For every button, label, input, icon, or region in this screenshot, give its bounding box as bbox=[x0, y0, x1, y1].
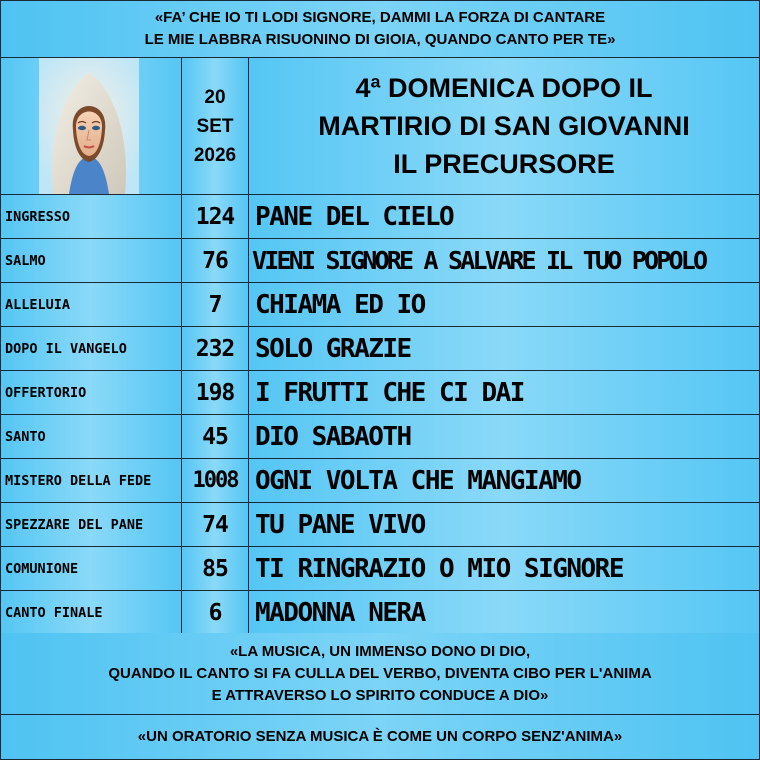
row-label: CANTO FINALE bbox=[5, 604, 103, 621]
row-song: VIENI SIGNORE A SALVARE IL TUO POPOLO bbox=[252, 246, 706, 275]
bottom-quote-line-1: «LA MUSICA, UN IMMENSO DONO DI DIO, bbox=[229, 642, 531, 660]
row-number: 198 bbox=[195, 379, 235, 406]
row-label: MISTERO DELLA FEDE bbox=[5, 472, 152, 489]
row-song: CHIAMA ED IO bbox=[255, 289, 425, 320]
row-number: 74 bbox=[202, 511, 228, 538]
portrait-cell bbox=[1, 58, 182, 194]
row-song: OGNI VOLTA CHE MANGIAMO bbox=[255, 465, 581, 496]
row-label: SPEZZARE DEL PANE bbox=[5, 516, 144, 533]
date-month: SET bbox=[196, 115, 234, 137]
table-row bbox=[1, 371, 759, 415]
header bbox=[1, 58, 759, 195]
row-number: 124 bbox=[195, 203, 235, 230]
title-line-3: IL PRECURSORE bbox=[393, 149, 615, 179]
madonna-portrait-icon bbox=[39, 58, 139, 194]
final-quote-line: «UN ORATORIO SENZA MUSICA È COME UN CORPO SENZ'ANIMA» bbox=[137, 728, 623, 745]
row-label: SALMO bbox=[5, 252, 46, 269]
row-label: INGRESSO bbox=[5, 208, 71, 225]
table-row bbox=[1, 195, 759, 239]
date-cell bbox=[182, 58, 249, 194]
row-song: DIO SABAOTH bbox=[255, 421, 411, 452]
row-number: 85 bbox=[202, 555, 228, 582]
row-song: I FRUTTI CHE CI DAI bbox=[255, 377, 524, 408]
table-row bbox=[1, 503, 759, 547]
title-line-1: 4ª DOMENICA DOPO IL bbox=[355, 73, 653, 103]
date-day: 20 bbox=[204, 86, 226, 108]
row-song: SOLO GRAZIE bbox=[255, 333, 411, 364]
table-row bbox=[1, 283, 759, 327]
row-song: MADONNA NERA bbox=[255, 597, 425, 628]
top-quote bbox=[1, 1, 759, 58]
row-label: OFFERTORIO bbox=[5, 384, 87, 401]
title-line-2: MARTIRIO DI SAN GIOVANNI bbox=[318, 111, 690, 141]
top-quote-line-2: LE MIE LABBRA RISUONINO DI GIOIA, QUANDO CANTO PER TE» bbox=[144, 31, 616, 48]
row-number: 6 bbox=[208, 599, 222, 626]
table-row bbox=[1, 547, 759, 591]
row-label: SANTO bbox=[5, 428, 46, 445]
row-song: PANE DEL CIELO bbox=[255, 201, 454, 232]
table-row bbox=[1, 415, 759, 459]
final-quote bbox=[1, 715, 759, 759]
title-cell bbox=[249, 58, 759, 194]
table-row bbox=[1, 239, 759, 283]
bottom-quote-line-3: E ATTRAVERSO LO SPIRITO CONDUCE A DIO» bbox=[211, 686, 549, 704]
row-song: TU PANE VIVO bbox=[255, 509, 425, 540]
bottom-quote-line-2: QUANDO IL CANTO SI FA CULLA DEL VERBO, DIVENTA CIBO PER L'ANIMA bbox=[108, 664, 652, 682]
row-label: DOPO IL VANGELO bbox=[5, 340, 127, 357]
bottom-quote bbox=[1, 633, 759, 715]
row-number: 45 bbox=[202, 423, 228, 450]
row-song: TI RINGRAZIO O MIO SIGNORE bbox=[255, 553, 623, 584]
date-year: 2026 bbox=[193, 144, 237, 166]
song-rows bbox=[1, 195, 759, 635]
row-label: COMUNIONE bbox=[5, 560, 79, 577]
table-row bbox=[1, 327, 759, 371]
row-label: ALLELUIA bbox=[5, 296, 71, 313]
table-row bbox=[1, 591, 759, 635]
row-number: 1008 bbox=[192, 468, 238, 493]
top-quote-line-1: «FA’ CHE IO TI LODI SIGNORE, DAMMI LA FORZA DI CANTARE bbox=[154, 9, 606, 26]
table-row bbox=[1, 459, 759, 503]
row-number: 76 bbox=[202, 247, 228, 274]
row-number: 7 bbox=[208, 291, 222, 318]
row-number: 232 bbox=[195, 335, 235, 362]
